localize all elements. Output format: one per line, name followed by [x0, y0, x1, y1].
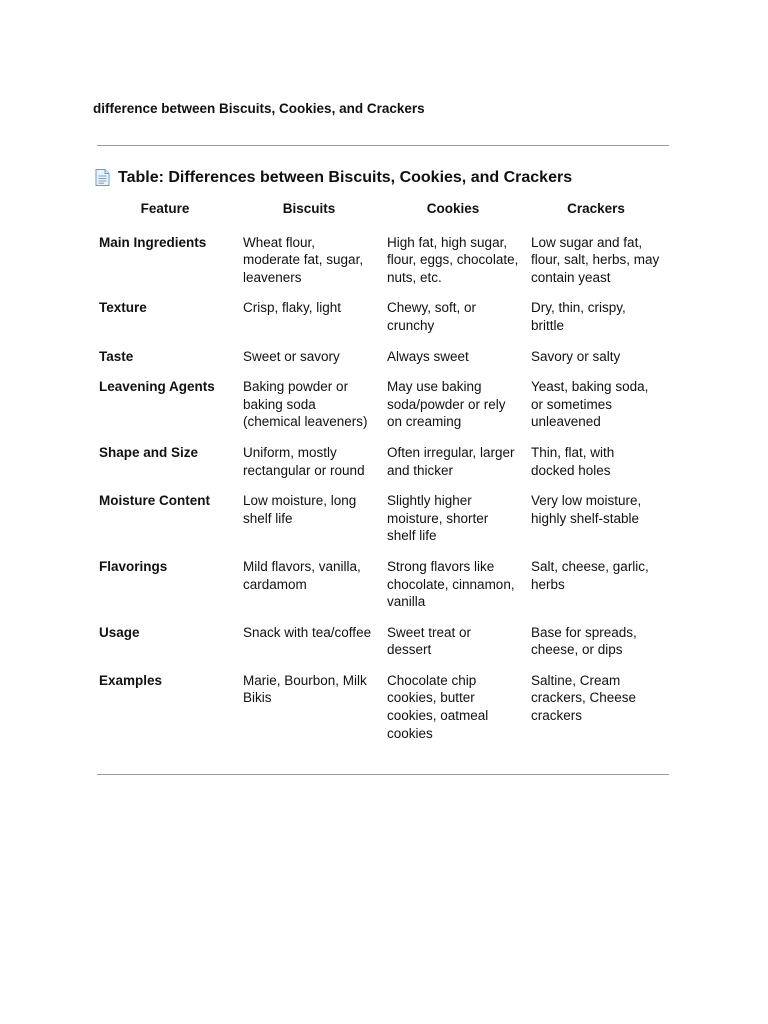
cookies-cell: Sweet treat or dessert [387, 624, 472, 658]
table-row [93, 344, 667, 375]
cookies-cell: High fat, high sugar, flour, eggs, chocolate, nuts, etc. [387, 234, 519, 285]
top-divider [97, 145, 669, 146]
biscuits-cell: Marie, Bourbon, Milk Bikis [243, 672, 367, 706]
table-header-row [93, 196, 667, 230]
table-row [93, 440, 667, 488]
table-row [93, 488, 667, 554]
feature-cell: Main Ingredients [99, 234, 207, 250]
cookies-cell: Slightly higher moisture, shorter shelf life [387, 493, 489, 544]
crackers-cell: Thin, flat, with docked holes [531, 444, 615, 478]
feature-cell: Examples [99, 672, 163, 688]
cookies-cell: May use baking soda/powder or rely on creaming [387, 379, 506, 430]
biscuits-cell: Snack with tea/coffee [243, 624, 372, 640]
comparison-table [93, 196, 667, 751]
feature-cell: Leavening Agents [99, 379, 215, 395]
page-heading: difference between Biscuits, Cookies, and Crackers [93, 101, 425, 116]
biscuits-cell: Uniform, mostly rectangular or round [243, 444, 365, 478]
column-header-feature: Feature [140, 201, 190, 216]
cookies-cell: Often irregular, larger and thicker [387, 444, 515, 478]
biscuits-cell: Wheat flour, moderate fat, sugar, leaveners [243, 234, 364, 285]
biscuits-cell: Baking powder or baking soda (chemical leaveners) [243, 379, 368, 430]
cookies-cell: Chocolate chip cookies, butter cookies, oatmeal cookies [387, 672, 489, 741]
table-title-row [94, 168, 572, 187]
column-header-crackers: Crackers [567, 201, 625, 216]
table-row [93, 620, 667, 668]
feature-cell: Shape and Size [99, 444, 199, 460]
crackers-cell: Saltine, Cream crackers, Cheese crackers [531, 672, 637, 724]
crackers-cell: Very low moisture, highly shelf-stable [531, 493, 642, 526]
crackers-cell: Salt, cheese, garlic, herbs [531, 558, 649, 592]
bottom-divider [97, 774, 669, 775]
crackers-cell: Base for spreads, cheese, or dips [531, 624, 637, 658]
biscuits-cell: Low moisture, long shelf life [243, 493, 357, 526]
table-row [93, 554, 667, 620]
document-icon [94, 168, 111, 187]
biscuits-cell: Mild flavors, vanilla, cardamom [243, 558, 361, 592]
crackers-cell: Yeast, baking soda, or sometimes unleavened [531, 379, 649, 430]
cookies-cell: Always sweet [387, 348, 469, 364]
table-row [93, 374, 667, 440]
table-row [93, 295, 667, 343]
biscuits-cell: Sweet or savory [243, 348, 340, 364]
feature-cell: Flavorings [99, 558, 168, 574]
column-header-cookies: Cookies [426, 201, 480, 216]
crackers-cell: Dry, thin, crispy, brittle [531, 300, 626, 333]
feature-cell: Taste [99, 348, 134, 364]
crackers-cell: Low sugar and fat, flour, salt, herbs, may contain yeast [531, 234, 660, 285]
feature-cell: Moisture Content [99, 493, 210, 509]
cookies-cell: Chewy, soft, or crunchy [387, 300, 477, 333]
column-header-biscuits: Biscuits [282, 201, 336, 216]
table-title: Table: Differences between Biscuits, Cookies, and Crackers [118, 168, 573, 186]
biscuits-cell: Crisp, flaky, light [243, 300, 342, 316]
table-row [93, 668, 667, 751]
feature-cell: Usage [99, 624, 140, 640]
table-row [93, 230, 667, 296]
crackers-cell: Savory or salty [531, 348, 621, 364]
cookies-cell: Strong flavors like chocolate, cinnamon, vanilla [387, 558, 515, 610]
feature-cell: Texture [99, 300, 147, 316]
